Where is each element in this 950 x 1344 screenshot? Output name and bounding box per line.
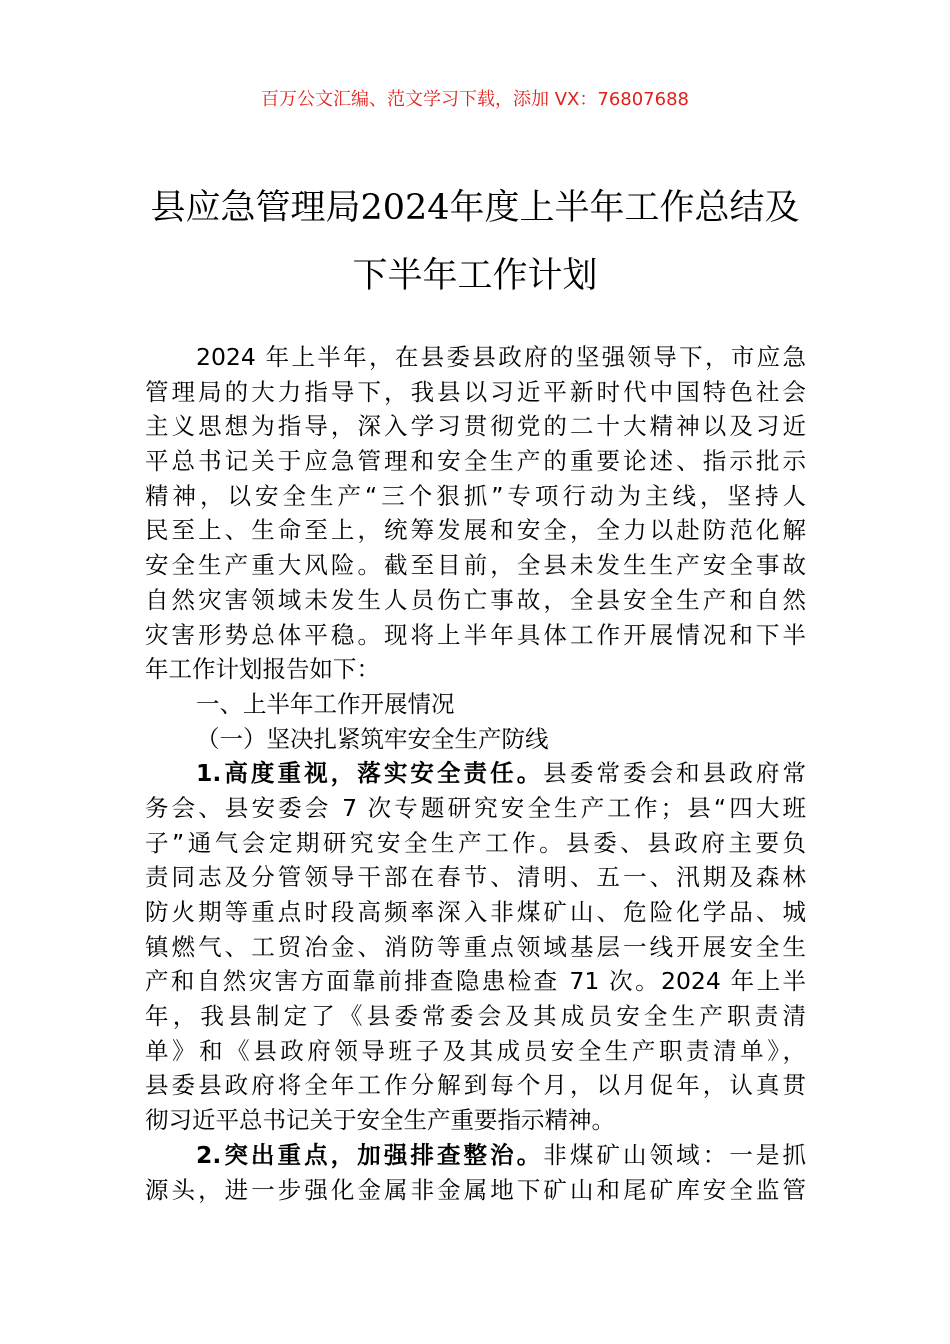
line-text: 安全生产重大风险。截至目前，全县未发生生产安全事故 (145, 551, 806, 580)
text-line (145, 999, 806, 1034)
line-text: 彻习近平总书记关于安全生产重要指示精神。 (145, 1106, 615, 1135)
text-line (145, 444, 806, 479)
text-line (145, 1034, 806, 1069)
text-line (145, 860, 806, 895)
text-line (145, 409, 806, 444)
line-text: 单》和《县政府领导班子及其成员安全生产职责清单》， (145, 1036, 806, 1065)
line-text: 主义思想为指导，深入学习贯彻党的二十大精神以及习近 (145, 412, 806, 441)
line-text: 一、上半年工作开展情况 (196, 689, 455, 718)
text-line (145, 826, 806, 861)
watermark-header: 百万公文汇编、范文学习下载，添加 VX：76807688 (261, 89, 689, 110)
line-text: 非煤矿山领域：一是抓 (543, 1140, 806, 1169)
text-line (145, 756, 806, 791)
text-line (145, 687, 806, 722)
line-text: 产和自然灾害方面靠前排查隐患检查 71 次。2024 年上半 (145, 967, 806, 996)
text-line (145, 722, 806, 757)
line-text: 责同志及分管领导干部在春节、清明、五一、汛期及森林 (145, 863, 806, 892)
bold-heading: 2.突出重点，加强排查整治。 (196, 1140, 544, 1169)
line-text: 年，我县制定了《县委常委会及其成员安全生产职责清 (145, 1002, 806, 1031)
text-line (145, 1173, 806, 1208)
line-text: 民至上、生命至上，统筹发展和安全，全力以赴防范化解 (145, 516, 806, 545)
line-text: 子”通气会定期研究安全生产工作。县委、县政府主要负 (145, 828, 806, 857)
text-line (145, 791, 806, 826)
line-text: 源头，进一步强化金属非金属地下矿山和尾矿库安全监管 (145, 1175, 806, 1204)
text-line (145, 513, 806, 548)
line-text: 平总书记关于应急管理和安全生产的重要论述、指示批示 (145, 447, 806, 476)
line-text: 灾害形势总体平稳。现将上半年具体工作开展情况和下半 (145, 620, 806, 649)
bold-heading: 1.高度重视，落实安全责任。 (196, 759, 544, 788)
text-line (145, 548, 806, 583)
line-text: 自然灾害领域未发生人员伤亡事故，全县安全生产和自然 (145, 585, 806, 614)
text-line (145, 479, 806, 514)
text-line (145, 964, 806, 999)
line-text: 年工作计划报告如下： (145, 655, 380, 684)
line-text: 县委常委会和县政府常 (543, 759, 806, 788)
document-title-line-2: 下半年工作计划 (352, 256, 598, 296)
text-line (145, 895, 806, 930)
text-line (145, 618, 806, 653)
line-text: 防火期等重点时段高频率深入非煤矿山、危险化学品、城 (145, 898, 806, 926)
document-body (145, 340, 806, 1207)
line-text: 精神，以安全生产“三个狠抓”专项行动为主线，坚持人 (145, 481, 806, 510)
text-line (145, 1103, 806, 1138)
text-line (145, 375, 806, 410)
text-line (145, 583, 806, 618)
text-line (145, 930, 806, 965)
text-line (145, 340, 806, 375)
line-text: 镇燃气、工贸冶金、消防等重点领域基层一线开展安全生 (145, 932, 806, 961)
text-line (145, 1138, 806, 1173)
text-line (145, 652, 806, 687)
line-text: 县委县政府将全年工作分解到每个月，以月促年，认真贯 (145, 1071, 806, 1100)
text-line (145, 1068, 806, 1103)
line-text: 管理局的大力指导下，我县以习近平新时代中国特色社会 (145, 377, 806, 406)
line-text: 务会、县安委会 7 次专题研究安全生产工作；县“四大班 (145, 793, 806, 822)
line-text: 2024 年上半年，在县委县政府的坚强领导下，市应急 (196, 343, 806, 371)
line-text: （一）坚决扎紧筑牢安全生产防线 (196, 724, 549, 753)
document-title-line-1: 县应急管理局2024年度上半年工作总结及 (150, 188, 800, 228)
